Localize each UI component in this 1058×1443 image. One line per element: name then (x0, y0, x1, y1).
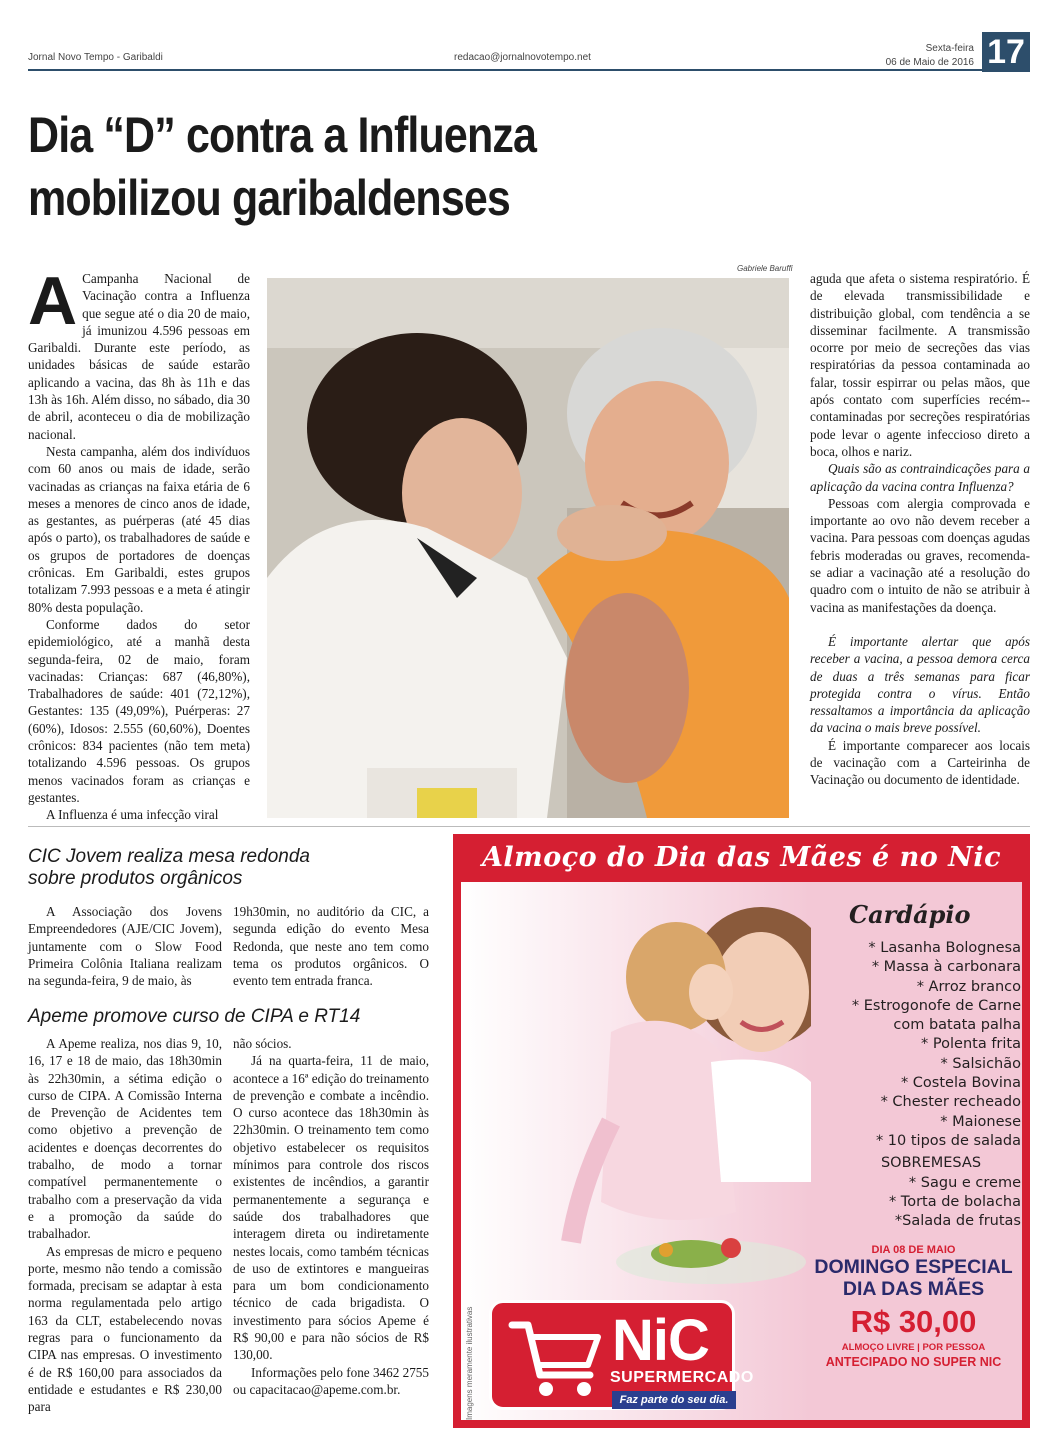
logo-slogan: Faz parte do seu dia. (612, 1391, 736, 1409)
newspaper-name: Jornal Novo Tempo - Garibaldi (28, 52, 163, 63)
promo-date: DIA 08 DE MAIO (871, 1244, 956, 1256)
image-disclaimer: Imagens meramente ilustrativas (465, 1306, 474, 1420)
cic-column-1 (28, 903, 222, 989)
headline-line-1: Dia “D” contra a Influenza (28, 107, 537, 163)
drop-cap: A (28, 263, 78, 339)
ad-title: Almoço do Dia das Mães é no Nic (481, 842, 1002, 873)
menu-item: * Massa à carbonara (871, 959, 1021, 976)
section-divider (28, 826, 1030, 827)
highlight-paragraph: É importante alertar que após receber a vacina, a pessoa demora cerca de duas a três semanas para ficar protegida contra o vírus. Então ressaltamos a importância da aplicação da vacina o mais breve possível. (810, 633, 1030, 736)
apeme-column-1 (28, 1035, 222, 1416)
menu-title: Cardápio (849, 900, 971, 929)
dessert-item: *Salada de frutas (894, 1213, 1021, 1230)
article-paragraph: É importante comparecer aos locais de vacinação com a Carteirinha de Vacinação ou documento de identidade. (810, 737, 1030, 788)
cic-title (28, 846, 310, 890)
faq-question: Quais são as contraindicações para a aplicação da vacina contra Influenza? (810, 461, 1030, 494)
cic-column-2 (233, 903, 429, 989)
ad-panel (461, 882, 1022, 1420)
menu-item: * Estrogonofe de Carne (851, 997, 1021, 1014)
page-header (28, 33, 1030, 72)
dessert-item: * Torta de bolacha (888, 1193, 1021, 1210)
menu-item: * Maionese (940, 1113, 1021, 1130)
issue-date (886, 42, 974, 70)
dessert-item: * Sagu e creme (908, 1174, 1021, 1191)
promo-block (811, 1244, 1016, 1369)
logo-wordmark: NiC (612, 1308, 709, 1373)
menu-item: * 10 tipos de salada (875, 1132, 1021, 1149)
article-paragraph: Campanha Nacional de Vacinação contra a Influenza que segue até o dia 20 de maio, já imunizou 4.596 pessoas em Garibaldi. Durante este período, as unidades básicas de saúde estarão aplicando a vacina, das 8h às 11h e das 13h às 16h. Além disso, no sábado, dia 30 de abril, aconteceu o dia de mobilização nacional. (28, 271, 250, 442)
vaccination-photo (267, 278, 789, 818)
menu-item: * Arroz branco (916, 978, 1021, 995)
date: 06 de Maio de 2016 (885, 57, 974, 68)
cic-title-line-1: CIC Jovem realiza mesa redonda (28, 846, 310, 867)
promo-headline-1: DOMINGO ESPECIAL (814, 1256, 1013, 1278)
article-paragraph: Nesta campanha, além dos indivíduos com 60 anos ou mais de idade, serão vacinadas as crianças na faixa etária de 6 meses a menores de cinco anos de idade, as gestantes, as puérperas (até 45 dias após o parto), os trabalhadores de saúde e os grupos de portadores de doenças crônicas. Em Garibaldi, estes grupos totalizam 7.993 pessoas e a meta é atingir 80% desta população. (28, 443, 250, 615)
cic-paragraph: A Associação dos Jovens Empreendedores (AJE/CIC Jovem), juntamente com o Slow Food Primeira Colônia Italiana realizam na segunda-feira, 9 de maio, às (28, 904, 222, 989)
cic-title-line-2: sobre produtos orgânicos (28, 868, 243, 889)
cic-paragraph: 19h30min, no auditório da CIC, a segunda edição do evento Mesa Redonda, que neste ano tem como tema os produtos orgânicos. O evento tem entrada franca. (233, 904, 429, 989)
article-column-2 (810, 270, 1030, 789)
apeme-column-2 (233, 1035, 429, 1398)
vaccination-illustration (267, 278, 789, 818)
headline-line-2: mobilizou garibaldenses (28, 170, 510, 226)
article-paragraph: Conforme dados do setor epidemiológico, até a manhã desta segunda-feira, 02 de maio, foram vacinadas: Crianças: 687 (46,80%), Trabalhadores de saúde: 401 (72,12%), Gestantes: 135 (49,09%), Puérperas: 27 (60%), Idosos: 2.555 (60,60%), Doentes crônicos: 834 pacientes (não tem meta) totalizando 4.596 pessoas. Os grupos menos vacinados foram as crianças e gestantes. (28, 616, 250, 805)
weekday: Sexta-feira (925, 43, 974, 54)
apeme-paragraph[interactable]: Informações pelo fone 3462 2755 ou capacitacao@apeme.com.br. (233, 1364, 429, 1397)
nic-advertisement[interactable] (453, 834, 1030, 1428)
menu-item: * Salsichão (940, 1055, 1021, 1072)
article-paragraph: A Influenza é uma infecção viral (46, 807, 219, 823)
promo-headline-2: DIA DAS MÃES (842, 1278, 985, 1300)
apeme-paragraph: As empresas de micro e pequeno porte, mesmo não tendo a comissão formada, precisam se adaptar à esta norma regulamentada pelo artigo 163 da CLT, estabelecendo novas regras para o funcionamento da CIPA nas empresas. O investimento é de R$ 160,00 para associados da entidade e estudantes e R$ 230,00 para (28, 1243, 222, 1415)
article-paragraph: Pessoas com alergia comprovada e importante ao ovo não devem receber a vacina. Para pessoas com doenças agudas febris moderadas ou graves, recomenda-se adiar a vacinação até a resolução do quadro com o intuito de não se atribuir à vacina as manifestações da doença. (810, 495, 1030, 615)
apeme-paragraph: A Apeme realiza, nos dias 9, 10, 16, 17 e 18 de maio, das 18h30min às 22h30min, a sétima edição o curso de CIPA. A Comissão Interna de Prevenção de Acidentes tem como objetivo a prevenção de acidentes e doenças decorrentes do trabalho, de modo a tornar compatível permanentemente o trabalho com a preservação da vida e a promoção da saúde do trabalhador. (28, 1036, 222, 1242)
menu-item: * Costela Bovina (900, 1075, 1021, 1092)
apeme-title: Apeme promove curso de CIPA e RT14 (28, 1006, 361, 1027)
promo-footnote: ANTECIPADO NO SUPER NIC (825, 1355, 1002, 1369)
menu-item: com batata palha (893, 1017, 1021, 1034)
photo-credit: Gabriele Baruffi (737, 264, 793, 273)
apeme-paragraph: não sócios. (233, 1036, 292, 1051)
apeme-paragraph: Já na quarta-feira, 11 de maio, acontece a 16ª edição do treinamento de prevenção e combate a incêndio. O curso acontece das 18h30min às 22h30min. O treinamento tem como objetivo estabelecer os requisitos mínimos para controle dos riscos existentes de incêndios, a garantir permanentemente a segurança e saúde dos trabalhadores que interagem direta ou indiretamente nestes locais, como também técnicas de uso de extintores e mangueiras para um bom condicionamento técnico de cada brigadista. O investimento para sócios Apeme é R$ 90,00 e para não sócios de R$ 130,00. (233, 1053, 429, 1363)
article-column-1 (28, 263, 250, 824)
menu-item: * Polenta frita (921, 1036, 1021, 1053)
promo-price: R$ 30,00 (850, 1304, 977, 1339)
article-paragraph: aguda que afeta o sistema respiratório. É de elevada transmissibilidade e distribuição global, com tendência a se disseminar facilmente. A transmissão ocorre por meio de secreções das vias respiratórias da pessoa contaminada ao falar, tossir espirrar ou pelas mãos, que após contato com superfícies recém--contaminadas por secreções respiratórias pode levar o agente infeccioso direto a boca, olhos e nariz. (810, 271, 1030, 459)
menu-item: * Lasanha Bolognesa (868, 940, 1021, 956)
dessert-title: SOBREMESAS (880, 1155, 982, 1172)
header-rule (28, 69, 982, 71)
logo-subtitle: SUPERMERCADO (610, 1369, 754, 1386)
promo-terms: ALMOÇO LIVRE | POR PESSOA (841, 1342, 986, 1353)
nic-logo (489, 1300, 754, 1410)
menu-item: * Chester recheado (880, 1094, 1021, 1111)
shopping-cart-icon (506, 1313, 606, 1403)
main-headline (28, 104, 647, 230)
page-number: 17 (982, 32, 1030, 72)
menu-list (821, 900, 1021, 1231)
editorial-email[interactable]: redacao@jornalnovotempo.net (454, 52, 591, 63)
